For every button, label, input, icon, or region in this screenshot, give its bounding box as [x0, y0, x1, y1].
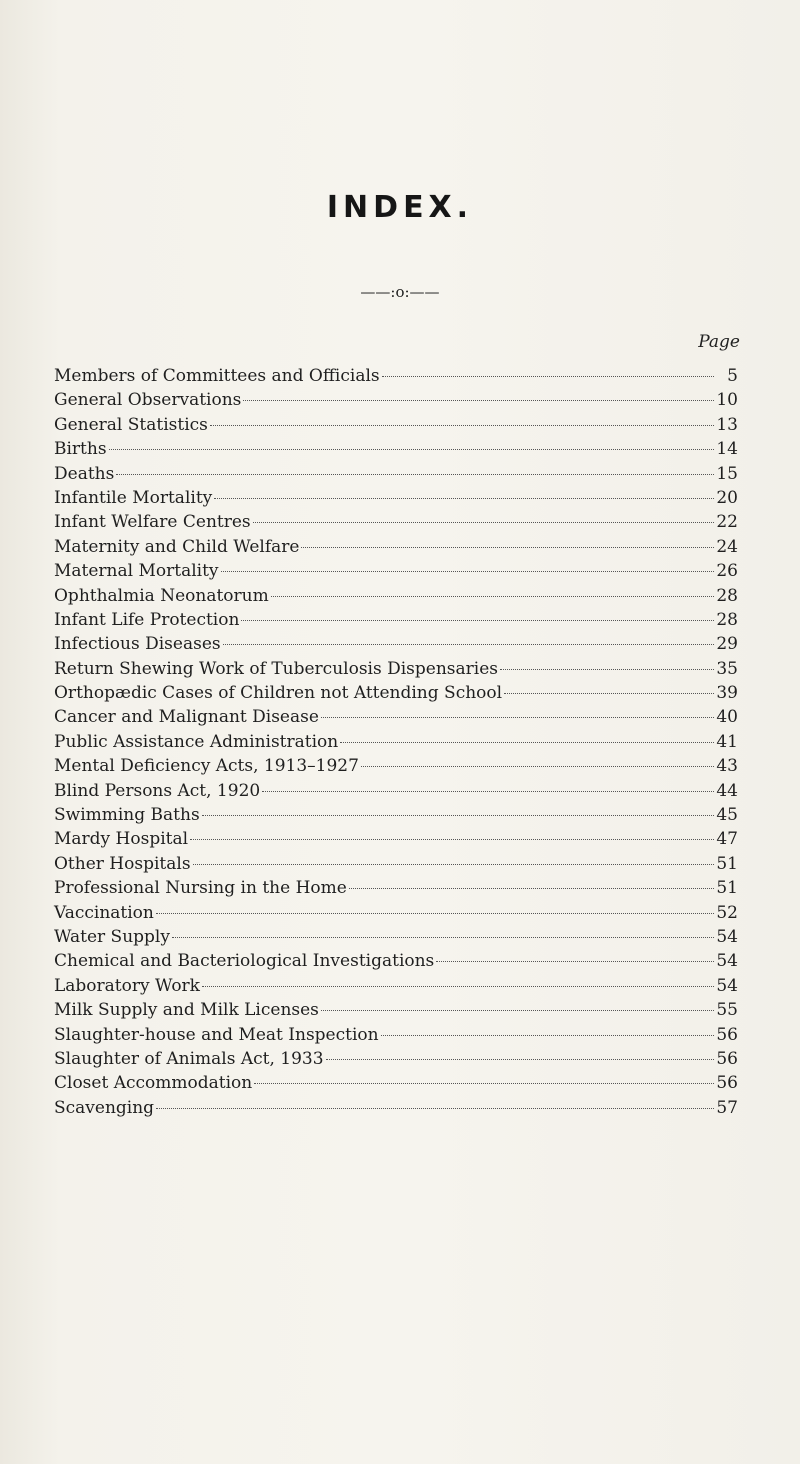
index-entry-label: Orthopædic Cases of Children not Attending School: [54, 683, 503, 704]
index-entry-label: Deaths: [54, 463, 115, 484]
dot-leader: [190, 839, 714, 840]
index-entry-label: Professional Nursing in the Home: [54, 878, 347, 899]
page-column-label: Page: [698, 332, 740, 352]
dot-leader: [381, 1035, 714, 1036]
index-entry-label: Public Assistance Administration: [54, 731, 339, 752]
index-entry-page: 39: [716, 683, 738, 704]
index-entry-page: 28: [716, 609, 738, 630]
index-entry: [54, 510, 738, 534]
dot-leader: [326, 1059, 714, 1060]
index-entry: [54, 827, 738, 851]
index-entry: [54, 681, 738, 705]
index-entry-label: General Statistics: [54, 414, 208, 435]
index-entry: [54, 779, 738, 803]
index-entry: [54, 632, 738, 656]
dot-leader: [156, 1108, 714, 1109]
index-entry-page: 5: [727, 366, 738, 386]
index-entry-page: 55: [716, 1000, 738, 1021]
index-entry-label: Chemical and Bacteriological Investigations: [54, 951, 435, 972]
index-entry-page: 40: [716, 707, 738, 728]
dot-leader: [254, 1083, 714, 1084]
index-entry-label: Closet Accommodation: [54, 1073, 253, 1094]
dot-leader: [116, 474, 714, 475]
index-entry: [54, 949, 738, 973]
index-entry-page: 54: [716, 926, 738, 947]
dot-leader: [500, 669, 714, 670]
index-entry-page: 26: [716, 561, 738, 582]
index-entry: [54, 754, 738, 778]
dot-leader: [340, 742, 714, 743]
index-entry: [54, 901, 738, 925]
index-entry-page: 56: [716, 1024, 738, 1045]
index-entry-label: Infant Life Protection: [54, 609, 240, 630]
index-entry-page: 13: [716, 414, 738, 435]
index-entry-label: Members of Committees and Officials: [54, 366, 380, 386]
dot-leader: [349, 888, 714, 889]
index-title: INDEX.: [326, 190, 474, 225]
dot-leader: [271, 596, 714, 597]
index-entry-page: 51: [716, 853, 738, 874]
dot-leader: [223, 644, 714, 645]
index-entry-label: Slaughter of Animals Act, 1933: [54, 1048, 324, 1069]
index-entry-page: 41: [716, 731, 738, 752]
index-entry: [54, 705, 738, 729]
index-entry-label: Milk Supply and Milk Licenses: [54, 1000, 319, 1021]
index-entry-label: Laboratory Work: [54, 975, 200, 996]
index-entry-label: Infectious Diseases: [54, 634, 221, 655]
index-entry: [54, 388, 738, 412]
dot-leader: [210, 425, 714, 426]
dot-leader: [202, 815, 714, 816]
index-entry-label: General Observations: [54, 390, 242, 411]
dot-leader: [504, 693, 714, 694]
index-entry: [54, 608, 738, 632]
dot-leader: [241, 620, 714, 621]
index-entry: [54, 1071, 738, 1095]
dot-leader: [172, 937, 714, 938]
dot-leader: [214, 498, 714, 499]
index-entry: [54, 803, 738, 827]
index-entry-label: Other Hospitals: [54, 853, 191, 874]
index-entry: [54, 462, 738, 486]
index-entry-page: 20: [716, 487, 738, 508]
index-entry: [54, 413, 738, 437]
dot-leader: [436, 961, 714, 962]
index-entry: [54, 1047, 738, 1071]
index-entry: [54, 584, 738, 608]
index-entry-page: 14: [716, 439, 738, 460]
index-entry-label: Infant Welfare Centres: [54, 512, 251, 533]
index-entry: [54, 925, 738, 949]
index-entry-page: 22: [716, 512, 738, 533]
dot-leader: [243, 400, 714, 401]
index-entry-label: Water Supply: [54, 926, 170, 947]
index-entry-label: Vaccination: [54, 902, 154, 923]
index-entry-label: Births: [54, 439, 107, 460]
index-entry: [54, 876, 738, 900]
dot-leader: [262, 791, 714, 792]
index-entry-label: Infantile Mortality: [54, 487, 213, 508]
index-entry-page: 45: [716, 805, 738, 826]
dot-leader: [193, 864, 714, 865]
index-entry-page: 10: [716, 390, 738, 411]
index-entry-page: 56: [716, 1048, 738, 1069]
index-entry: [54, 1096, 738, 1120]
index-entry-label: Maternal Mortality: [54, 561, 219, 582]
index-entry-label: Maternity and Child Welfare: [54, 536, 300, 557]
dot-leader: [321, 717, 714, 718]
index-entry: [54, 486, 738, 510]
index-entry-page: 57: [716, 1097, 738, 1118]
index-entry-label: Mardy Hospital: [54, 829, 189, 850]
index-entry-page: 51: [716, 878, 738, 899]
dot-leader: [301, 547, 714, 548]
index-entry: [54, 730, 738, 754]
index-entry-label: Slaughter-house and Meat Inspection: [54, 1024, 379, 1045]
index-entry: [54, 852, 738, 876]
index-entry-page: 43: [716, 756, 738, 777]
index-entry: [54, 998, 738, 1022]
index-entry-page: 54: [716, 951, 738, 972]
index-entry-label: Swimming Baths: [54, 805, 200, 826]
index-entry: [54, 535, 738, 559]
dot-leader: [382, 376, 714, 377]
index-entry-page: 29: [716, 634, 738, 655]
dot-leader: [253, 522, 714, 523]
dot-leader: [202, 986, 714, 987]
index-entry-page: 44: [716, 780, 738, 801]
index-entry-page: 47: [716, 829, 738, 850]
index-entry-page: 35: [716, 658, 738, 679]
index-entry-label: Ophthalmia Neonatorum: [54, 585, 269, 606]
index-entry-label: Scavenging: [54, 1097, 155, 1118]
index-entry: [54, 657, 738, 681]
index-entry: [54, 559, 738, 583]
index-entry-label: Cancer and Malignant Disease: [54, 707, 319, 728]
index-entry: [54, 437, 738, 461]
index-list: [54, 364, 738, 1120]
index-entry-page: 15: [716, 463, 738, 484]
index-entry: [54, 974, 738, 998]
index-entry: [54, 364, 738, 388]
index-entry-page: 54: [716, 975, 738, 996]
index-entry-label: Return Shewing Work of Tuberculosis Dispensaries: [54, 658, 498, 679]
index-entry-page: 52: [716, 902, 738, 923]
index-entry: [54, 1023, 738, 1047]
index-entry-label: Blind Persons Act, 1920: [54, 780, 261, 801]
index-entry-page: 28: [716, 585, 738, 606]
index-entry-page: 24: [716, 536, 738, 557]
index-entry-page: 56: [716, 1073, 738, 1094]
dot-leader: [321, 1010, 714, 1011]
dot-leader: [156, 913, 714, 914]
dot-leader: [361, 766, 714, 767]
title-separator: ——:o:——: [360, 283, 440, 301]
dot-leader: [109, 449, 714, 450]
dot-leader: [221, 571, 714, 572]
index-entry-label: Mental Deficiency Acts, 1913–1927: [54, 756, 359, 777]
